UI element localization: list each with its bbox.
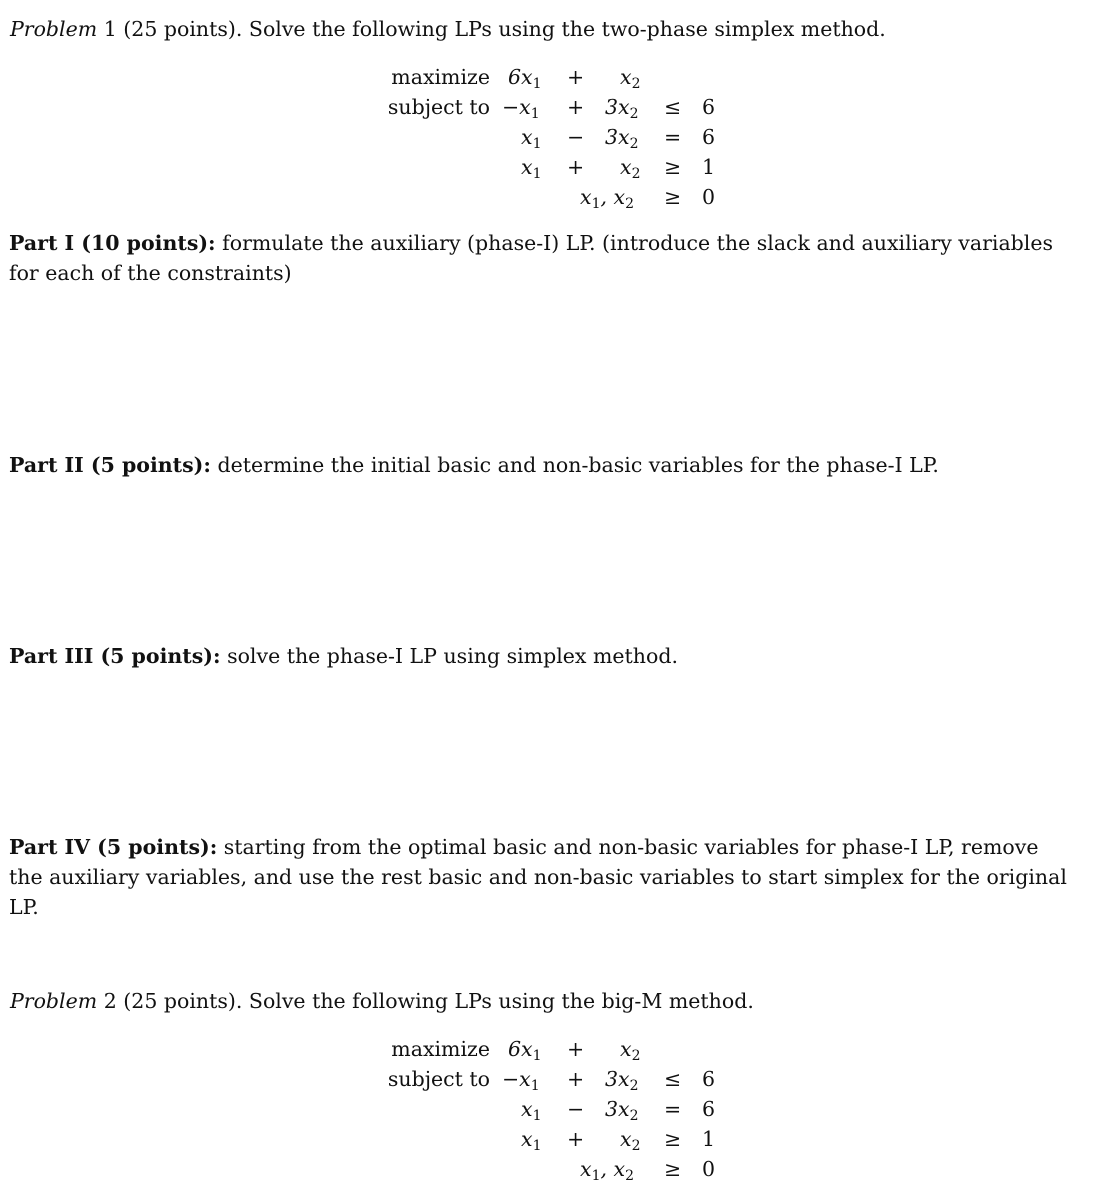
part-4 [9, 832, 1069, 922]
maximize-label: maximize [391, 1037, 490, 1061]
objective-term-2: $x_2$ [620, 65, 641, 92]
constraint-1-op: + [567, 95, 585, 119]
nonneg-rel: ≥ [664, 1157, 682, 1181]
constraint-2-op: − [567, 1097, 585, 1121]
nonneg-vars: $x_1$, $x_2$ [580, 1157, 635, 1184]
constraint-2-term-1: $x_1$ [521, 1097, 542, 1124]
objective-op: + [567, 65, 585, 89]
part-1-body: formulate the auxiliary (phase-I) LP. (introduce the slack and auxiliary variables for each of the constraints) [9, 231, 1054, 285]
constraint-3-op: + [567, 155, 585, 179]
constraint-1-term-2: $3x_2$ [605, 1067, 639, 1094]
part-2-body: determine the initial basic and non-basic variables for the phase-I LP. [210, 453, 939, 477]
constraint-3-rel: ≥ [664, 155, 682, 179]
nonneg-rel: ≥ [664, 185, 682, 209]
problem1-heading [10, 16, 886, 42]
problem2-heading [10, 988, 754, 1014]
constraint-3-term-1: $x_1$ [521, 1127, 542, 1154]
part-3-body: solve the phase-I LP using simplex method. [220, 644, 678, 668]
constraint-1-term-2: $3x_2$ [605, 95, 639, 122]
constraint-2-op: − [567, 125, 585, 149]
constraint-3-op: + [567, 1127, 585, 1151]
part-4-head: Part IV (5 points): [9, 835, 218, 859]
constraint-2-term-2: $3x_2$ [605, 1097, 639, 1124]
problem1-number-points: 1 (25 points). [103, 17, 243, 41]
part-4-body: starting from the optimal basic and non-basic variables for phase-I LP, remove the auxiliary variables, and use the rest basic and non-basic variables to start simplex for the original LP. [9, 835, 1067, 919]
part-3-head: Part III (5 points): [9, 644, 221, 668]
constraint-3-term-2: $x_2$ [620, 155, 641, 182]
constraint-3-rhs: 1 [702, 1127, 716, 1151]
constraint-3-rhs: 1 [702, 155, 716, 179]
part-1-head: Part I (10 points): [9, 231, 216, 255]
subject-to-label: subject to [387, 95, 490, 119]
objective-term-1: $6x_1$ [508, 1037, 542, 1064]
constraint-3-rel: ≥ [664, 1127, 682, 1151]
constraint-1-rel: ≤ [664, 95, 682, 119]
objective-term-1: $6x_1$ [508, 65, 542, 92]
part-1 [9, 228, 1069, 288]
subject-to-label: subject to [387, 1067, 490, 1091]
constraint-2-term-2: $3x_2$ [605, 125, 639, 152]
lp-block-1 [380, 64, 720, 214]
constraint-2-term-1: $x_1$ [521, 125, 542, 152]
objective-op: + [567, 1037, 585, 1061]
objective-term-2: $x_2$ [620, 1037, 641, 1064]
maximize-label: maximize [391, 65, 490, 89]
problem1-label: Problem [10, 17, 98, 41]
nonneg-vars: $x_1$, $x_2$ [580, 185, 635, 212]
constraint-3-term-2: $x_2$ [620, 1127, 641, 1154]
constraint-1-term-1: $-x_1$ [502, 1067, 540, 1094]
constraint-1-rel: ≤ [664, 1067, 682, 1091]
constraint-1-rhs: 6 [702, 1067, 716, 1091]
constraint-1-rhs: 6 [702, 95, 716, 119]
constraint-1-op: + [567, 1067, 585, 1091]
nonneg-rhs: 0 [702, 1157, 716, 1181]
nonneg-rhs: 0 [702, 185, 716, 209]
lp-block-2 [380, 1036, 720, 1186]
part-2 [9, 450, 1069, 480]
part-3 [9, 641, 1069, 671]
problem2-number-points: 2 (25 points). [103, 989, 243, 1013]
constraint-1-term-1: $-x_1$ [502, 95, 540, 122]
problem2-label: Problem [10, 989, 98, 1013]
constraint-3-term-1: $x_1$ [521, 155, 542, 182]
part-2-head: Part II (5 points): [9, 453, 211, 477]
constraint-2-rel: = [664, 1097, 682, 1121]
constraint-2-rel: = [664, 125, 682, 149]
constraint-2-rhs: 6 [702, 1097, 716, 1121]
problem1-instruction: Solve the following LPs using the two-phase simplex method. [248, 17, 886, 41]
constraint-2-rhs: 6 [702, 125, 716, 149]
problem2-instruction: Solve the following LPs using the big-M method. [248, 989, 754, 1013]
